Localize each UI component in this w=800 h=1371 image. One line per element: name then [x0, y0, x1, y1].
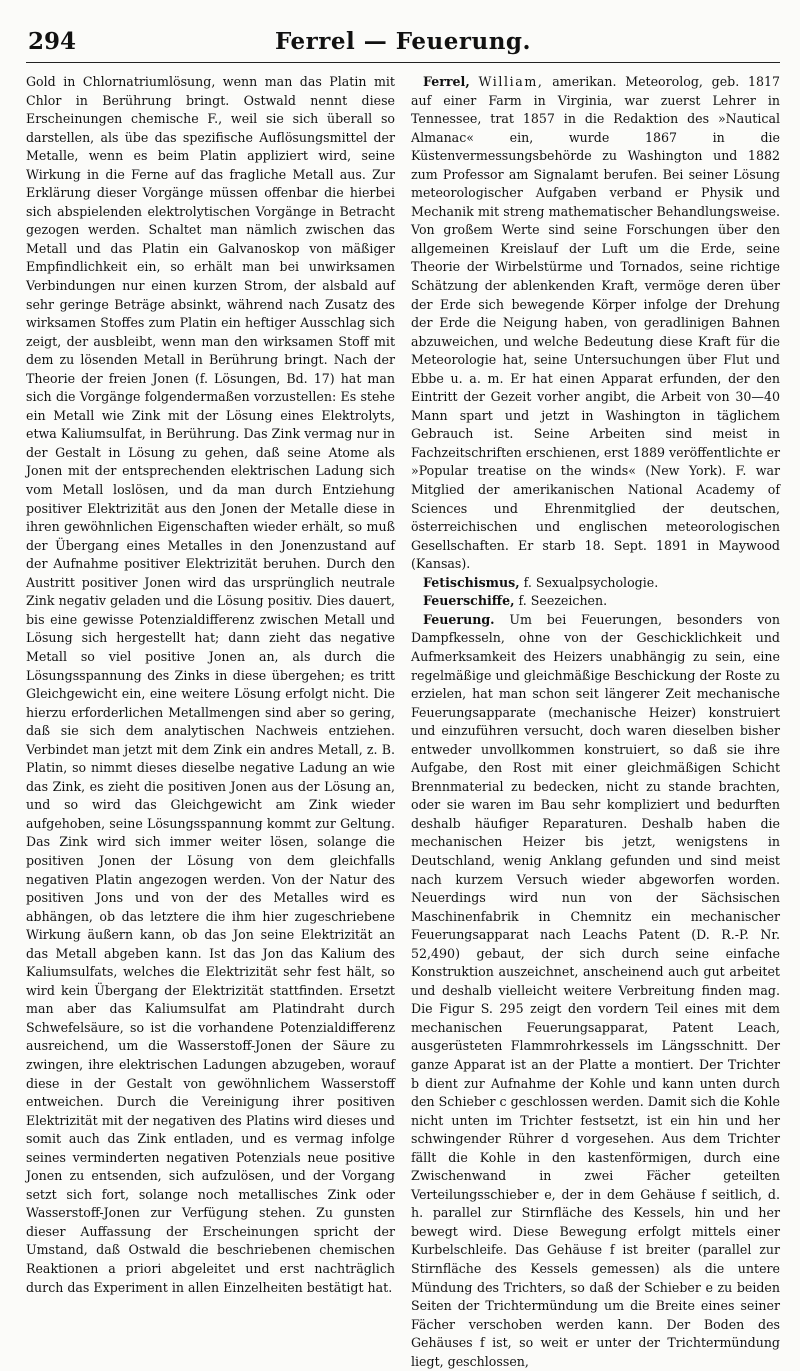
lemma-ferrel: Ferrel, — [423, 74, 470, 89]
ferrel-given-name: William, — [478, 74, 544, 89]
ferrel-text: amerikan. Meteorolog, geb. 1817 auf einer Farm in Virginia, war zuerst Lehrer in Tennessee, trat 1857 in die Redaktion des »Nautical Almanac« ein, wurde 1867 in die Küstenvermessungsbehörde zu Washington und 1882 zum Professor am Signalamt berufen. Bei seiner Lösung meteorologischer Aufgaben verband er Physik und Mechanik mit streng mathematischer Behandlungsweise. Von großem Werte sind seine Forschungen über den allgemeinen Kreislauf der Luft um die Erde, seine Theorie der Wirbelstürme und Tornados, seine richtige Schätzung der ablenkenden Kraft, vermöge deren über der Erde sich bewegende Körper infolge der Drehung der Erde die Neigung haben, von geradlinigen Bahnen abzuweichen, und welche Bedeutung diese Kraft für die Meteorologie hat, seine Untersuchungen über Flut und Ebbe u. a. m. Er hat einen Apparat erfunden, der den Eintritt der Gezeit vorher angibt, die Arbeit von 30—40 Mann spart und jetzt in Washington in täglichem Gebrauch ist. Seine Arbeiten sind meist in Fachzeitschriften erschienen, erst 1889 veröffentlichte er »Popular treatise on the winds« (New York). F. war Mitglied der amerikanischen National Academy of Sciences und Ehrenmitglied der deutschen, österreichischen und englischen meteorologischen Gesellschaften. Er starb 18. Sept. 1891 in Maywood (Kansas). — [411, 74, 780, 572]
feuerschiffe-text: f. Seezeichen. — [514, 593, 608, 609]
entry-ferrel — [411, 73, 780, 574]
entry-feuerschiffe — [411, 592, 780, 611]
text-columns — [26, 73, 780, 1371]
lemma-fetischismus: Fetischismus, — [423, 574, 520, 590]
running-title: Ferrel — Feuerung. — [274, 28, 532, 55]
lemma-feuerung: Feuerung. — [423, 611, 495, 627]
right-column — [411, 73, 780, 1371]
fetischismus-text: f. Sexualpsychologie. — [519, 574, 659, 590]
entry-fetischismus — [411, 574, 780, 593]
entry-feuerung — [411, 611, 780, 1371]
page-header — [26, 28, 780, 63]
feuerung-text: Um bei Feuerungen, besonders von Dampfkesseln, ohne von der Geschicklichkeit und Aufmerksamkeit des Heizers unabhängig zu sein, eine regelmäßige und gleichmäßige Beschickung der Roste zu erzielen, hat man schon seit längerer Zeit mechanische Feuerungsapparate (mechanische Heizer) konstruiert und einzuführen versucht, doch waren dieselben bisher entweder unvollkommen konstruiert, so daß sie ihre Aufgabe, den Rost mit einer gleichmäßigen Schicht Brennmaterial zu bedecken, nicht zu stande brachten, oder sie waren im Bau sehr kompliziert und bedurften deshalb häufiger Reparaturen. Deshalb haben die mechanischen Heizer bis jetzt, wenigstens in Deutschland, wenig Anklang gefunden und sind meist nach kurzem Versuch wieder abgeworfen worden. Neuerdings wird nun von der Sächsischen Maschinenfabrik in Chemnitz ein mechanischer Feuerungsapparat nach Leachs Patent (D. R.-P. Nr. 52,490) gebaut, der sich durch seine einfache Konstruktion auszeichnet, anscheinend auch gut arbeitet und deshalb vielleicht weitere Verbreitung finden mag. Die Figur S. 295 zeigt den vordern Teil eines mit dem mechanischen Feuerungsapparat, Patent Leach, ausgerüsteten Flammrohrkessels im Längsschnitt. Der ganze Apparat ist an der Platte a montiert. Der Trichter b dient zur Aufnahme der Kohle und kann unten durch den Schieber c geschlossen werden. Damit sich die Kohle nicht unten im Trichter festsetzt, ist ein hin und her schwingender Rührer d vorgesehen. Aus dem Trichter fällt die Kohle in den kastenförmigen, durch eine Zwischenwand in zwei Fächer geteilten Verteilungsschieber e, der in dem Gehäuse f seitlich, d. h. parallel zur Stirnfläche des Kessels, hin und her bewegt wird. Diese Bewegung erfolgt mittels einer Kurbelschleife. Das Gehäuse f ist breiter (parallel zur Stirnfläche des Kessels gemessen) als die untere Mündung des Trichters, so daß der Schieber e zu beiden Seiten der Trichtermündung um die Breite eines seiner Fächer verschoben werden kann. Der Boden des Gehäuses f ist, so weit er unter der Trichtermündung liegt, geschlossen, — [411, 611, 780, 1369]
lemma-feuerschiffe: Feuerschiffe, — [423, 593, 515, 609]
left-column — [26, 73, 395, 1371]
left-paragraph: Gold in Chlornatriumlösung, wenn man das Platin mit Chlor in Berührung bringt. Ostwald nennt diese Erscheinungen chemische F., weil sie sich überall so darstellen, als übe das spezifische Auflösungsmittel der Metalle, wenn es beim Platin appliziert wird, seine Wirkung in die Ferne auf das fragliche Metall aus. Zur Erklärung dieser Vorgänge müssen offenbar die hierbei sich abspielenden elektrolytischen Vorgänge in Betracht gezogen werden. Schaltet man nämlich zwischen das Metall und das Platin ein Galvanoskop von mäßiger Empfindlichkeit ein, so erhält man bei unwirksamen Verbindungen nur einen kurzen Strom, der alsbald auf sehr geringe Beträge absinkt, während nach Zusatz des wirksamen Stoffes zum Platin ein heftiger Ausschlag sich zeigt, der ausbleibt, wenn man den wirksamen Stoff mit dem zu lösenden Metall in Berührung bringt. Nach der Theorie der freien Jonen (f. Lösungen, Bd. 17) hat man sich die Vorgänge folgendermaßen vorzustellen: Es stehe ein Metall wie Zink mit der Lösung eines Elektrolyts, etwa Kaliumsulfat, in Berührung. Das Zink vermag nur in der Gestalt in Lösung zu gehen, daß seine Atome als Jonen mit der entsprechenden elektrischen Ladung sich vom Metall loslösen, und da man durch Entziehung positiver Elektrizität aus den Jonen der Metalle diese in ihren gewöhnlichen Eigenschaften wieder erhält, so muß der Übergang eines Metalles in den Jonenzustand auf der Aufnahme positiver Elektrizität beruhen. Durch den Austritt positiver Jonen wird das ursprünglich neutrale Zink negativ geladen und die Lösung positiv. Dies dauert, bis eine gewisse Potenzialdifferenz zwischen Metall und Lösung sich hergestellt hat; dann zieht das negative Metall so viel positive Jonen an, als durch die Lösungsspannung des Zinks in diese übergehen; es tritt Gleichgewicht ein, eine weitere Lösung erfolgt nicht. Die hierzu erforderlichen Metallmengen sind aber so gering, daß sie sich dem analytischen Nachweis entziehen. Verbindet man jetzt mit dem Zink ein andres Metall, z. B. Platin, so nimmt dieses dieselbe negative Ladung an wie das Zink, es zieht die positiven Jonen aus der Lösung an, und so wird das Gleichgewicht am Zink wieder aufgehoben, seine Lösungsspannung kommt zur Geltung. Das Zink wird sich immer weiter lösen, solange die positiven Jonen der Lösung von dem gleichfalls negativen Platin angezogen werden. Von der Natur des positiven Jons und von der des Metalles wird es abhängen, ob das letztere die ihm hier zugeschriebene Wirkung äußern kann, ob das Jon seine Elektrizität an das Metall abgeben kann. Ist das Jon das Kalium des Kaliumsulfats, welches die Elektrizität sehr fest hält, so wird kein Übergang der Elektrizität stattfinden. Ersetzt man aber das Kaliumsulfat am Platindraht durch Schwefelsäure, so ist die vorhandene Potenzialdifferenz ausreichend, um die Wasserstoff-Jonen der Säure zu zwingen, ihre elektrischen Ladungen abzugeben, worauf diese in der Gestalt von gewöhnlichem Wasserstoff entweichen. Durch die Vereinigung ihrer positiven Elektrizität mit der negativen des Platins wird dieses und somit auch das Zink entladen, und es vermag infolge seines verminderten negativen Potenzials neue positive Jonen zu entsenden, sich aufzulösen, und der Vorgang setzt sich fort, solange noch metallisches Zink oder Wasserstoff-Jonen zur Verfügung stehen. Zu gunsten dieser Auffassung der Erscheinungen spricht der Umstand, daß Ostwald die beschriebenen chemischen Reaktionen a priori abgeleitet und erst nachträglich durch das Experiment in allen Einzelheiten bestätigt hat. — [26, 74, 395, 1295]
page-number: 294 — [28, 28, 77, 55]
